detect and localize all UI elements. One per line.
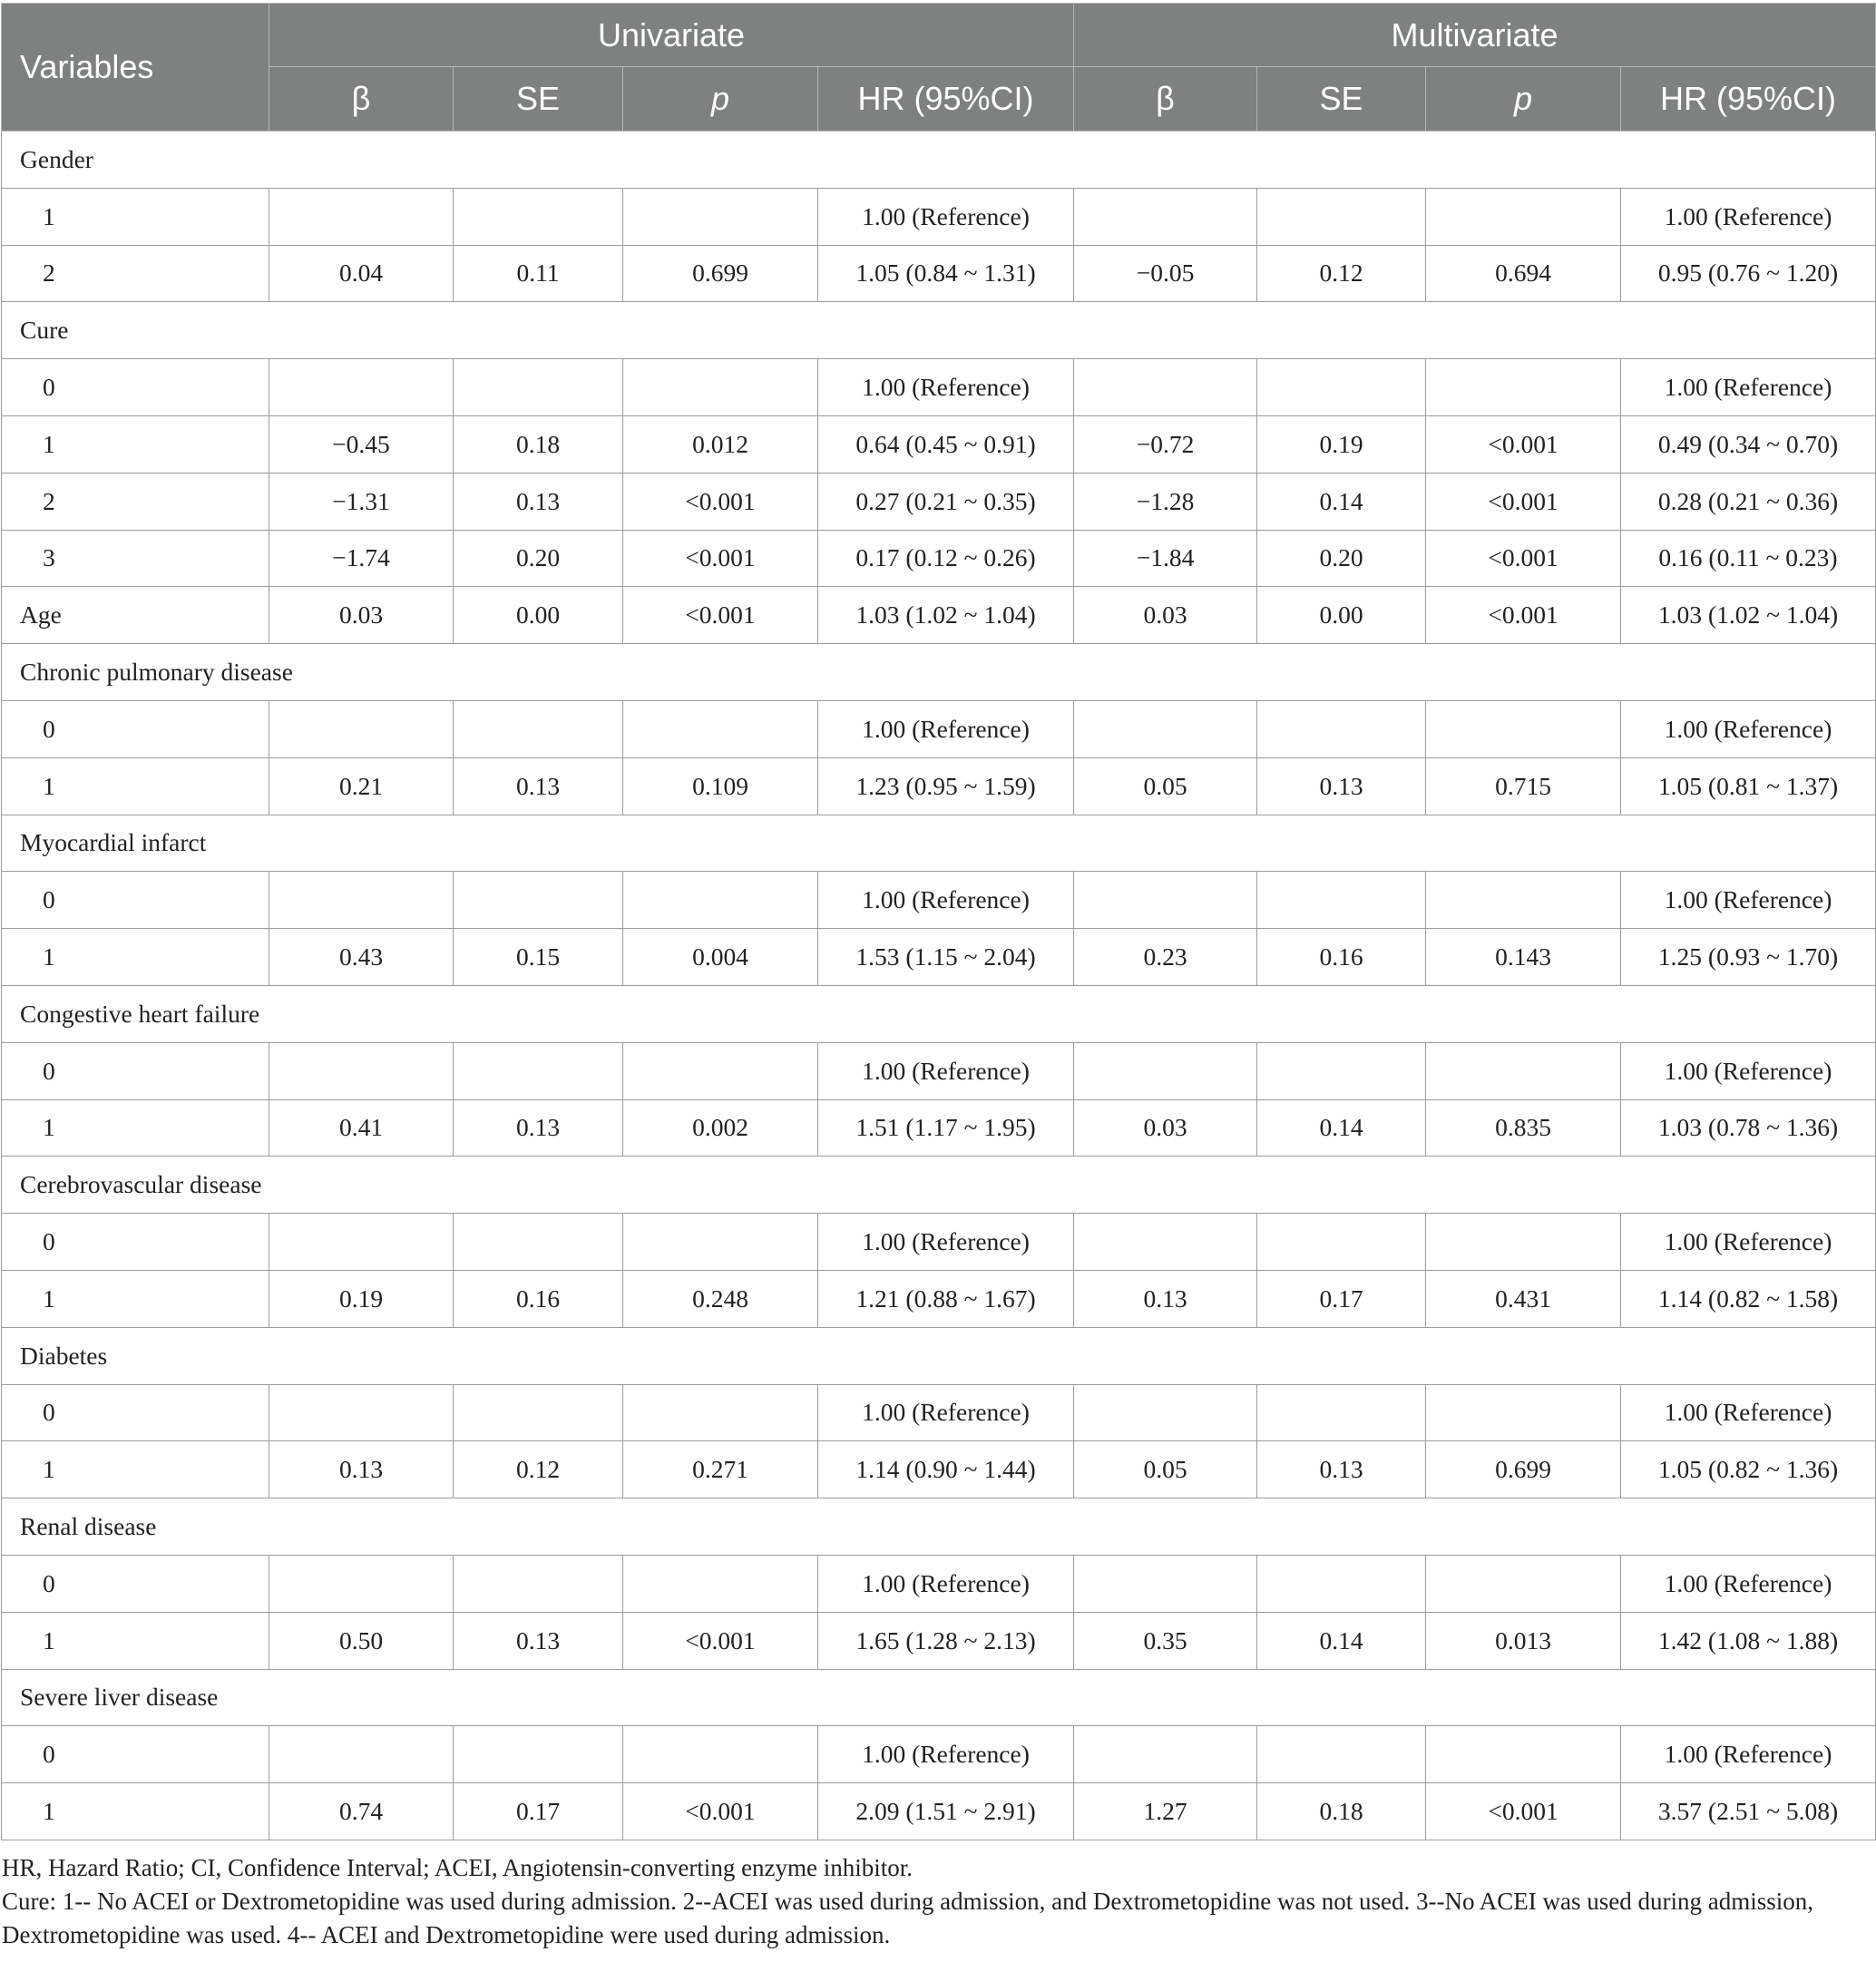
multivariate-se-cell: 0.00	[1257, 587, 1426, 644]
regression-table	[1, 3, 1876, 1840]
multivariate-beta-cell	[1074, 1384, 1257, 1441]
section-row	[2, 1498, 1876, 1556]
multivariate-se-cell	[1257, 1726, 1426, 1783]
univariate-p-cell	[623, 1214, 818, 1271]
univariate-p-cell: 0.002	[623, 1099, 818, 1157]
univariate-beta-cell: 0.03	[269, 587, 454, 644]
multivariate-beta-cell: 1.27	[1074, 1783, 1257, 1840]
univariate-se-cell	[454, 1042, 623, 1099]
univariate-hr-cell: 1.53 (1.15 ~ 2.04)	[818, 929, 1074, 986]
section-label: Gender	[2, 132, 1876, 189]
univariate-p-cell	[623, 872, 818, 929]
multivariate-p-cell: <0.001	[1426, 473, 1621, 530]
multivariate-se-cell: 0.19	[1257, 415, 1426, 473]
multivariate-hr-cell: 1.25 (0.93 ~ 1.70)	[1621, 929, 1876, 986]
multivariate-hr-cell: 0.16 (0.11 ~ 0.23)	[1621, 530, 1876, 587]
univariate-beta-cell: −0.45	[269, 415, 454, 473]
section-label: Congestive heart failure	[2, 985, 1876, 1042]
univariate-hr-cell: 2.09 (1.51 ~ 2.91)	[818, 1783, 1074, 1840]
multivariate-p-cell	[1426, 872, 1621, 929]
multivariate-se-cell: 0.16	[1257, 929, 1426, 986]
multivariate-p-cell: <0.001	[1426, 1783, 1621, 1840]
multivariate-p-cell	[1426, 1726, 1621, 1783]
multivariate-p-cell: 0.699	[1426, 1441, 1621, 1498]
section-row	[2, 815, 1876, 872]
univariate-beta-cell: 0.41	[269, 1099, 454, 1157]
section-label: Renal disease	[2, 1498, 1876, 1556]
univariate-hr-cell: 1.00 (Reference)	[818, 1384, 1074, 1441]
univariate-hr-cell: 1.21 (0.88 ~ 1.67)	[818, 1270, 1074, 1327]
multivariate-p-cell: 0.143	[1426, 929, 1621, 986]
multivariate-se-cell: 0.14	[1257, 1099, 1426, 1157]
univariate-hr-cell: 1.03 (1.02 ~ 1.04)	[818, 587, 1074, 644]
univariate-hr-cell: 1.00 (Reference)	[818, 700, 1074, 757]
multivariate-p-cell: 0.013	[1426, 1612, 1621, 1669]
section-label: Diabetes	[2, 1327, 1876, 1384]
multivariate-beta-cell	[1074, 1726, 1257, 1783]
univariate-hr-cell: 1.14 (0.90 ~ 1.44)	[818, 1441, 1074, 1498]
univariate-se-cell: 0.12	[454, 1441, 623, 1498]
multivariate-p-cell	[1426, 1042, 1621, 1099]
univariate-p-cell	[623, 1384, 818, 1441]
univariate-beta-cell	[269, 1555, 454, 1612]
univariate-p-header: p	[623, 67, 818, 132]
univariate-beta-cell: 0.13	[269, 1441, 454, 1498]
univariate-se-cell: 0.18	[454, 415, 623, 473]
header-row-columns	[2, 67, 1876, 132]
multivariate-hr-cell: 1.14 (0.82 ~ 1.58)	[1621, 1270, 1876, 1327]
table-row	[2, 1270, 1876, 1327]
footnote: Cure: 1-- No ACEI or Dextrometopidine was used during admission. 2--ACEI was used during admission, and Dextrometopidine was not used. 3--No ACEI was used during admission, Dextrometopidine was used. 4-- ACEI and Dextrometopidine were used during admission.	[2, 1887, 1813, 1948]
multivariate-beta-cell: −1.84	[1074, 530, 1257, 587]
multivariate-hr-cell: 1.42 (1.08 ~ 1.88)	[1621, 1612, 1876, 1669]
univariate-p-cell	[623, 1042, 818, 1099]
univariate-se-cell: 0.00	[454, 587, 623, 644]
multivariate-beta-cell: 0.03	[1074, 1099, 1257, 1157]
univariate-beta-cell	[269, 1384, 454, 1441]
univariate-beta-cell: 0.43	[269, 929, 454, 986]
univariate-hr-cell: 0.27 (0.21 ~ 0.35)	[818, 473, 1074, 530]
univariate-se-cell: 0.20	[454, 530, 623, 587]
multivariate-p-cell: 0.694	[1426, 245, 1621, 302]
univariate-p-cell: <0.001	[623, 587, 818, 644]
univariate-beta-cell: 0.04	[269, 245, 454, 302]
univariate-beta-cell: 0.21	[269, 757, 454, 815]
univariate-hr-cell: 1.51 (1.17 ~ 1.95)	[818, 1099, 1074, 1157]
section-label: Cure	[2, 302, 1876, 359]
univariate-beta-cell	[269, 1042, 454, 1099]
univariate-p-cell	[623, 700, 818, 757]
multivariate-beta-cell: −0.72	[1074, 415, 1257, 473]
univariate-se-cell	[454, 1384, 623, 1441]
univariate-se-cell	[454, 359, 623, 416]
multivariate-p-header: p	[1426, 67, 1621, 132]
univariate-p-cell: <0.001	[623, 530, 818, 587]
table-row	[2, 1441, 1876, 1498]
section-row	[2, 1157, 1876, 1214]
level-label: 2	[2, 473, 269, 530]
section-label: Chronic pulmonary disease	[2, 644, 1876, 701]
univariate-hr-header: HR (95%CI)	[818, 67, 1074, 132]
univariate-hr-cell: 1.00 (Reference)	[818, 359, 1074, 416]
multivariate-se-cell	[1257, 1214, 1426, 1271]
univariate-se-cell: 0.13	[454, 473, 623, 530]
table-row	[2, 929, 1876, 986]
variable-label: Age	[2, 587, 269, 644]
univariate-hr-cell: 1.00 (Reference)	[818, 1042, 1074, 1099]
multivariate-hr-cell: 0.95 (0.76 ~ 1.20)	[1621, 245, 1876, 302]
multivariate-hr-cell: 1.00 (Reference)	[1621, 1384, 1876, 1441]
univariate-se-cell: 0.17	[454, 1783, 623, 1840]
level-label: 1	[2, 1441, 269, 1498]
multivariate-p-cell: 0.715	[1426, 757, 1621, 815]
level-label: 0	[2, 1214, 269, 1271]
table-header	[2, 4, 1876, 132]
level-label: 0	[2, 1042, 269, 1099]
multivariate-beta-cell	[1074, 1555, 1257, 1612]
multivariate-beta-cell: 0.05	[1074, 1441, 1257, 1498]
univariate-beta-cell	[269, 188, 454, 245]
univariate-se-cell	[454, 700, 623, 757]
univariate-beta-cell	[269, 359, 454, 416]
univariate-beta-header: β	[269, 67, 454, 132]
univariate-se-cell: 0.15	[454, 929, 623, 986]
univariate-hr-cell: 1.00 (Reference)	[818, 1726, 1074, 1783]
univariate-beta-cell: 0.19	[269, 1270, 454, 1327]
multivariate-beta-cell	[1074, 1042, 1257, 1099]
level-label: 0	[2, 1555, 269, 1612]
table-row	[2, 757, 1876, 815]
section-label: Severe liver disease	[2, 1669, 1876, 1726]
univariate-hr-cell: 1.00 (Reference)	[818, 872, 1074, 929]
univariate-hr-cell: 0.64 (0.45 ~ 0.91)	[818, 415, 1074, 473]
level-label: 1	[2, 1612, 269, 1669]
variables-header: Variables	[2, 4, 269, 132]
level-label: 1	[2, 188, 269, 245]
multivariate-beta-cell: 0.13	[1074, 1270, 1257, 1327]
univariate-p-cell	[623, 1726, 818, 1783]
table-row	[2, 1214, 1876, 1271]
table-row	[2, 1555, 1876, 1612]
multivariate-se-cell: 0.20	[1257, 530, 1426, 587]
univariate-p-cell: <0.001	[623, 473, 818, 530]
table-row	[2, 1384, 1876, 1441]
multivariate-beta-cell: 0.23	[1074, 929, 1257, 986]
level-label: 1	[2, 757, 269, 815]
univariate-p-cell	[623, 1555, 818, 1612]
page	[0, 3, 1876, 1962]
univariate-p-cell: 0.012	[623, 415, 818, 473]
multivariate-hr-header: HR (95%CI)	[1621, 67, 1876, 132]
multivariate-p-cell	[1426, 1555, 1621, 1612]
multivariate-se-cell: 0.17	[1257, 1270, 1426, 1327]
univariate-beta-cell	[269, 872, 454, 929]
univariate-p-cell	[623, 188, 818, 245]
univariate-beta-cell	[269, 1726, 454, 1783]
table-row	[2, 1099, 1876, 1157]
univariate-hr-cell: 1.05 (0.84 ~ 1.31)	[818, 245, 1074, 302]
multivariate-beta-cell: 0.03	[1074, 587, 1257, 644]
multivariate-se-cell	[1257, 1555, 1426, 1612]
level-label: 2	[2, 245, 269, 302]
table-row	[2, 587, 1876, 644]
multivariate-hr-cell: 1.00 (Reference)	[1621, 872, 1876, 929]
section-label: Myocardial infarct	[2, 815, 1876, 872]
section-row	[2, 1669, 1876, 1726]
univariate-se-cell	[454, 1214, 623, 1271]
multivariate-header: Multivariate	[1074, 4, 1876, 67]
multivariate-hr-cell: 1.00 (Reference)	[1621, 700, 1876, 757]
multivariate-hr-cell: 1.03 (1.02 ~ 1.04)	[1621, 587, 1876, 644]
multivariate-beta-cell	[1074, 359, 1257, 416]
multivariate-p-cell	[1426, 188, 1621, 245]
univariate-p-cell: <0.001	[623, 1612, 818, 1669]
level-label: 0	[2, 700, 269, 757]
multivariate-p-cell: <0.001	[1426, 415, 1621, 473]
table-row	[2, 530, 1876, 587]
section-row	[2, 644, 1876, 701]
multivariate-se-cell: 0.18	[1257, 1783, 1426, 1840]
univariate-se-cell	[454, 188, 623, 245]
multivariate-p-cell: 0.835	[1426, 1099, 1621, 1157]
univariate-se-cell	[454, 1726, 623, 1783]
multivariate-hr-cell: 0.28 (0.21 ~ 0.36)	[1621, 473, 1876, 530]
univariate-se-cell: 0.13	[454, 1612, 623, 1669]
multivariate-se-cell	[1257, 188, 1426, 245]
univariate-hr-cell: 0.17 (0.12 ~ 0.26)	[818, 530, 1074, 587]
univariate-p-cell: 0.699	[623, 245, 818, 302]
univariate-hr-cell: 1.00 (Reference)	[818, 188, 1074, 245]
univariate-hr-cell: 1.00 (Reference)	[818, 1214, 1074, 1271]
level-label: 1	[2, 1270, 269, 1327]
table-row	[2, 1726, 1876, 1783]
section-row	[2, 302, 1876, 359]
level-label: 3	[2, 530, 269, 587]
univariate-beta-cell: 0.50	[269, 1612, 454, 1669]
table-row	[2, 872, 1876, 929]
header-row-groups	[2, 4, 1876, 67]
univariate-se-cell: 0.16	[454, 1270, 623, 1327]
multivariate-hr-cell: 3.57 (2.51 ~ 5.08)	[1621, 1783, 1876, 1840]
univariate-beta-cell: 0.74	[269, 1783, 454, 1840]
table-row	[2, 245, 1876, 302]
table-row	[2, 188, 1876, 245]
multivariate-beta-cell	[1074, 1214, 1257, 1271]
multivariate-se-cell	[1257, 1384, 1426, 1441]
multivariate-se-cell: 0.14	[1257, 1612, 1426, 1669]
multivariate-se-cell	[1257, 700, 1426, 757]
univariate-p-cell: <0.001	[623, 1783, 818, 1840]
level-label: 0	[2, 359, 269, 416]
multivariate-p-cell: <0.001	[1426, 587, 1621, 644]
multivariate-p-cell	[1426, 700, 1621, 757]
table-body	[2, 132, 1876, 1840]
table-footnotes	[2, 1851, 1858, 1952]
multivariate-hr-cell: 0.49 (0.34 ~ 0.70)	[1621, 415, 1876, 473]
univariate-hr-cell: 1.00 (Reference)	[818, 1555, 1074, 1612]
multivariate-beta-header: β	[1074, 67, 1257, 132]
multivariate-se-cell	[1257, 1042, 1426, 1099]
section-row	[2, 1327, 1876, 1384]
level-label: 1	[2, 415, 269, 473]
univariate-se-cell: 0.13	[454, 1099, 623, 1157]
multivariate-hr-cell: 1.00 (Reference)	[1621, 188, 1876, 245]
univariate-se-cell	[454, 1555, 623, 1612]
multivariate-hr-cell: 1.00 (Reference)	[1621, 1214, 1876, 1271]
univariate-hr-cell: 1.23 (0.95 ~ 1.59)	[818, 757, 1074, 815]
multivariate-beta-cell	[1074, 700, 1257, 757]
univariate-beta-cell	[269, 1214, 454, 1271]
multivariate-se-cell: 0.13	[1257, 757, 1426, 815]
level-label: 1	[2, 1783, 269, 1840]
table-row	[2, 1042, 1876, 1099]
univariate-se-cell	[454, 872, 623, 929]
multivariate-se-header: SE	[1257, 67, 1426, 132]
univariate-beta-cell: −1.31	[269, 473, 454, 530]
multivariate-p-cell: <0.001	[1426, 530, 1621, 587]
section-label: Cerebrovascular disease	[2, 1157, 1876, 1214]
multivariate-beta-cell: −1.28	[1074, 473, 1257, 530]
multivariate-hr-cell: 1.03 (0.78 ~ 1.36)	[1621, 1099, 1876, 1157]
multivariate-hr-cell: 1.05 (0.81 ~ 1.37)	[1621, 757, 1876, 815]
table-row	[2, 1783, 1876, 1840]
univariate-se-cell: 0.11	[454, 245, 623, 302]
multivariate-se-cell	[1257, 872, 1426, 929]
table-row	[2, 359, 1876, 416]
multivariate-hr-cell: 1.00 (Reference)	[1621, 359, 1876, 416]
univariate-p-cell: 0.109	[623, 757, 818, 815]
multivariate-se-cell: 0.12	[1257, 245, 1426, 302]
univariate-se-cell: 0.13	[454, 757, 623, 815]
level-label: 0	[2, 1726, 269, 1783]
multivariate-hr-cell: 1.00 (Reference)	[1621, 1042, 1876, 1099]
univariate-p-cell	[623, 359, 818, 416]
multivariate-hr-cell: 1.00 (Reference)	[1621, 1555, 1876, 1612]
univariate-header: Univariate	[269, 4, 1074, 67]
multivariate-beta-cell: 0.35	[1074, 1612, 1257, 1669]
multivariate-beta-cell	[1074, 188, 1257, 245]
multivariate-hr-cell: 1.00 (Reference)	[1621, 1726, 1876, 1783]
footnote: HR, Hazard Ratio; CI, Confidence Interval; ACEI, Angiotensin-converting enzyme inhibitor.	[2, 1853, 914, 1881]
table-row	[2, 415, 1876, 473]
section-row	[2, 132, 1876, 189]
univariate-beta-cell: −1.74	[269, 530, 454, 587]
section-row	[2, 985, 1876, 1042]
table-row	[2, 473, 1876, 530]
level-label: 1	[2, 1099, 269, 1157]
univariate-se-header: SE	[454, 67, 623, 132]
multivariate-p-cell: 0.431	[1426, 1270, 1621, 1327]
multivariate-p-cell	[1426, 359, 1621, 416]
univariate-beta-cell	[269, 700, 454, 757]
univariate-p-cell: 0.248	[623, 1270, 818, 1327]
level-label: 0	[2, 1384, 269, 1441]
multivariate-hr-cell: 1.05 (0.82 ~ 1.36)	[1621, 1441, 1876, 1498]
multivariate-p-cell	[1426, 1214, 1621, 1271]
multivariate-p-cell	[1426, 1384, 1621, 1441]
multivariate-se-cell: 0.13	[1257, 1441, 1426, 1498]
level-label: 1	[2, 929, 269, 986]
table-row	[2, 1612, 1876, 1669]
table-row	[2, 700, 1876, 757]
multivariate-beta-cell	[1074, 872, 1257, 929]
multivariate-beta-cell: −0.05	[1074, 245, 1257, 302]
level-label: 0	[2, 872, 269, 929]
multivariate-beta-cell: 0.05	[1074, 757, 1257, 815]
univariate-p-cell: 0.004	[623, 929, 818, 986]
univariate-hr-cell: 1.65 (1.28 ~ 2.13)	[818, 1612, 1074, 1669]
univariate-p-cell: 0.271	[623, 1441, 818, 1498]
multivariate-se-cell: 0.14	[1257, 473, 1426, 530]
multivariate-se-cell	[1257, 359, 1426, 416]
